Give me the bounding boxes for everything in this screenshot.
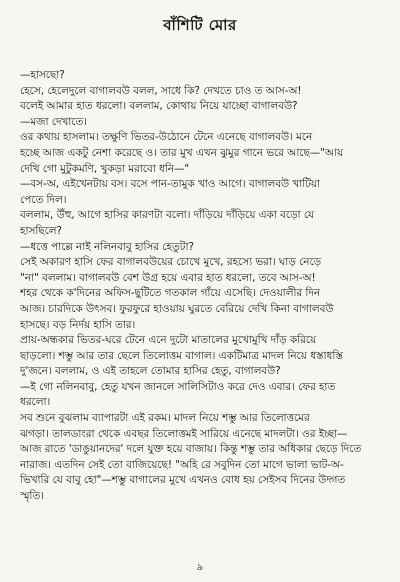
body-text xyxy=(20,68,380,505)
page-title: বাঁশিটি মোর xyxy=(163,16,237,34)
text-line: দেখি গো মুটুকমণি, খুকড়া মরাবো ধনি—" xyxy=(20,162,190,175)
text-line: শহর থেকে ক'দিনের অফিস-ছুটিতে গতকাল গাঁয়ে এসেছি। দেওয়ালীর দিন xyxy=(20,287,321,300)
text-line: ছাড়লো। শম্ভু আর তার ছেলে তিলোত্তম বাগাল। একটিমাত্র মাদল নিয়ে ধস্তাধস্তি xyxy=(20,349,343,362)
text-line: —হাসছো? xyxy=(20,69,65,81)
text-line: সব শুনে বুঝলাম ব্যাপারটা এই রকম। মাদল নিয়ে শম্ভু আর তিলোত্তমের xyxy=(20,412,310,425)
text-line: সেই অকারণ হাসি ফের বাগালবউয়ের চোখে মুখে, রহস্যে ভরা। ঘাড় নেড়ে xyxy=(20,256,322,269)
text-line: আজ। চারদিকে উৎসব। ফুরফুরে হাওয়ায় ঘুরতে বেরিয়ে দেখি কিনা বাগালবউ xyxy=(20,302,334,315)
text-line: ঝগড়া। তালডাংরা থেকে এবছর তিলোত্তমই সারিয়ে এনেছে মাদলটা। ওর ইচ্ছা— xyxy=(20,427,348,440)
text-line: —ই গো নলিনবাবু, হেতু যখন জানলে সালিসিটাও করে দেও এবার। ফের হাত xyxy=(20,380,336,393)
page-number: ৯ xyxy=(196,562,204,573)
text-line: হাসছিলে? xyxy=(20,224,63,237)
text-line: —বস-অ, এইখেনটায় বস। বসে পান-তামুক খাও আগে। বাগালবউ খাটিয়া xyxy=(20,178,321,191)
text-line: প্রায়-অন্ধকার ভিতর-ঘরে টেনে এনে দুটো মাতালের মুখোমুখি দাঁড় করিয়ে xyxy=(20,334,317,347)
text-line: পেতে দিল। xyxy=(20,193,67,206)
text-line: দু'জনে। বললাম, ও এই তাহলে তোমার হাসির হেতু, বাগালবউ? xyxy=(20,365,281,378)
text-line: হচ্ছে আজ একটু নেশা করেছে ও। তার মুখ এখন ঝুমুর গানে ভরে আছে—"আয় xyxy=(20,146,344,159)
text-line: ধরলো। xyxy=(20,396,51,409)
text-line: ভিখারি যে বাবু হো"—শম্ভু বাগালের মুখে এখনও বোধ হয় সেইসব দিনের উদ্গত xyxy=(20,474,346,487)
text-line: নারাজ। এতদিন সেই তো বাজিয়েছে! "অহি রে সবুদিন তো মাগে ভালা ভাট-অ- xyxy=(20,458,344,471)
text-line: —ধত্তে পাল্লে নাই নলিনবাবু হাসির হেতুটা? xyxy=(20,240,194,253)
text-line: —মজা দেখাতে। xyxy=(20,115,87,128)
text-line: বললাম, উঁহু, আগে হাসির কারণটা বলো। দাঁড়িয়ে দাঁড়িয়ে একা বড়ো যে xyxy=(20,209,315,222)
text-line: হেসে, হেলেদুলে বাগালবউ বলল, সাধে কি? দেখতে চাও ত আস-অ! xyxy=(20,84,302,97)
text-line: "না" বললাম। বাগালবউ বেশ উগ্র হয়ে এবার হাত ধরলো, তবে আস-অ! xyxy=(20,271,316,284)
text-line: বলেই আমার হাত ধরলো। বললাম, কোথায় নিয়ে যাচ্ছো বাগালবউ? xyxy=(20,100,298,113)
text-line: হাসছে। বড় নির্দয় হাসি তার। xyxy=(20,318,136,331)
text-line: ওর কথায় হাসলাম। তক্ষুণি ভিতর-উঠোনে টেনে এনেছে বাগালবউ। মনে xyxy=(20,131,313,144)
text-line: আজ রাতে 'ডাঙুয়ানদের' দলে যুক্ত হয়ে বাজায়। কিন্তু শম্ভু তার অধিকার ছেড়ে দিতে xyxy=(20,443,362,456)
text-line: স্মৃতি। xyxy=(20,490,44,503)
